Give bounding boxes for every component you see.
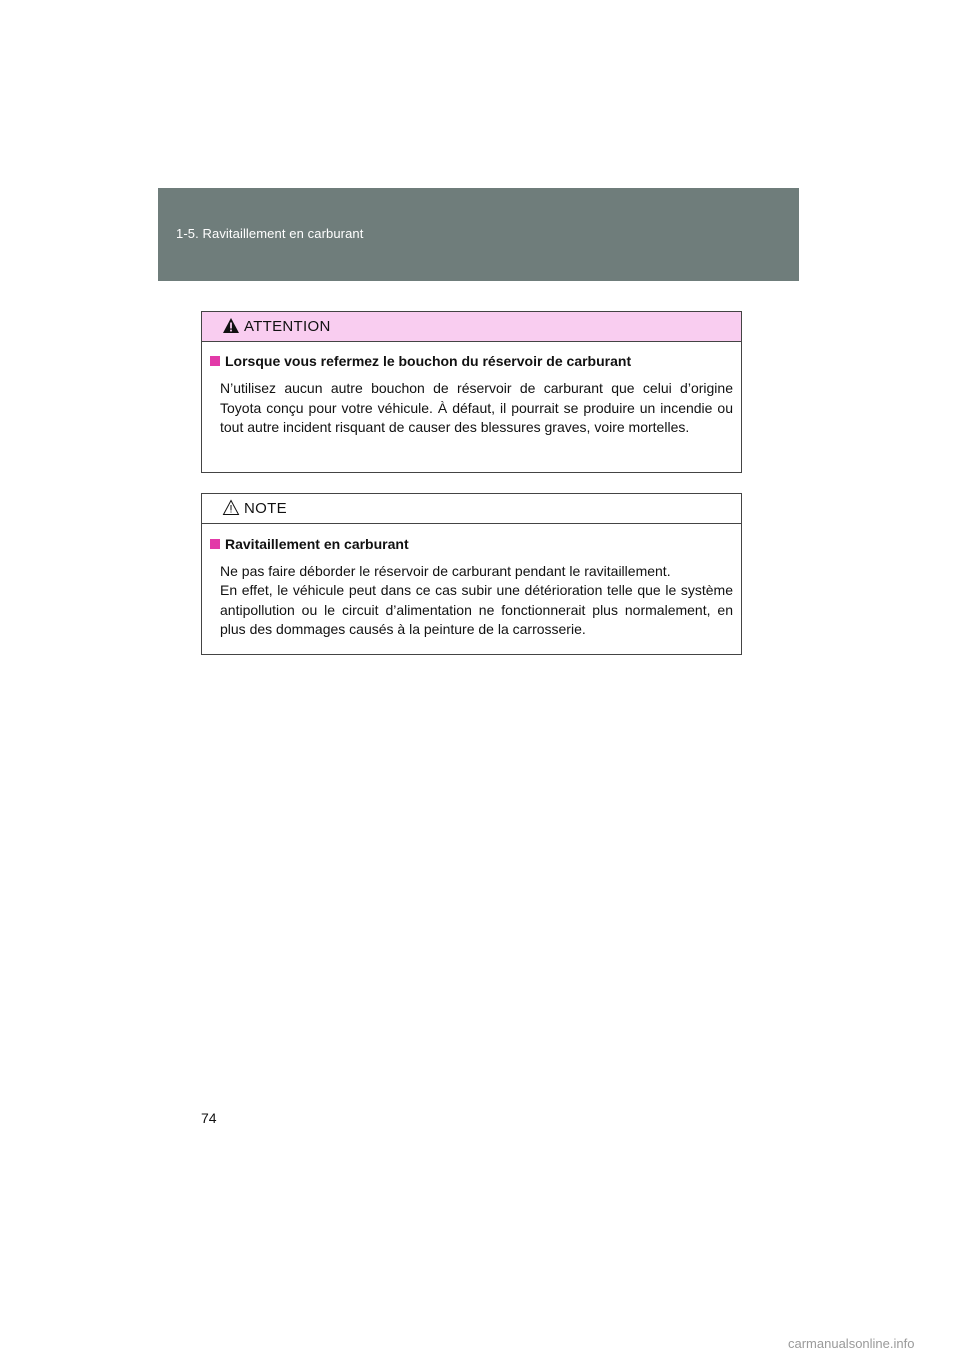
attention-box [201,311,742,473]
warning-triangle-outline-icon [222,499,240,521]
attention-item-title: Lorsque vous refermez le bouchon du réservoir de carburant [210,353,631,369]
warning-triangle-icon [222,317,240,339]
note-label: NOTE [244,500,287,517]
watermark: carmanualsonline.info [788,1336,915,1351]
bullet-square-icon [210,539,220,549]
attention-text: N’utilisez aucun autre bouchon de réservoir de carburant que celui d’origine Toyota conçu pour votre véhicule. À défaut, il pourrait se produire un incendie ou tout autre incident risquant de causer des blessures graves, voire mortelles. [220,380,733,435]
note-header [202,494,741,524]
page-number: 74 [201,1110,217,1126]
note-text: En effet, le véhicule peut dans ce cas subir une détérioration telle que le système antipollution ou le circuit d’alimentation ne fonctionnerait plus normalement, en plus des dommages causés à la peinture de la carrosserie. [220,582,733,637]
attention-header [202,312,741,342]
attention-label: ATTENTION [244,318,331,335]
note-line1: Ne pas faire déborder le réservoir de carburant pendant le ravitaillement. [220,563,671,579]
section-title: 1-5. Ravitaillement en carburant [176,226,364,241]
note-box [201,493,742,655]
bullet-square-icon [210,356,220,366]
note-item-title: Ravitaillement en carburant [210,536,409,552]
